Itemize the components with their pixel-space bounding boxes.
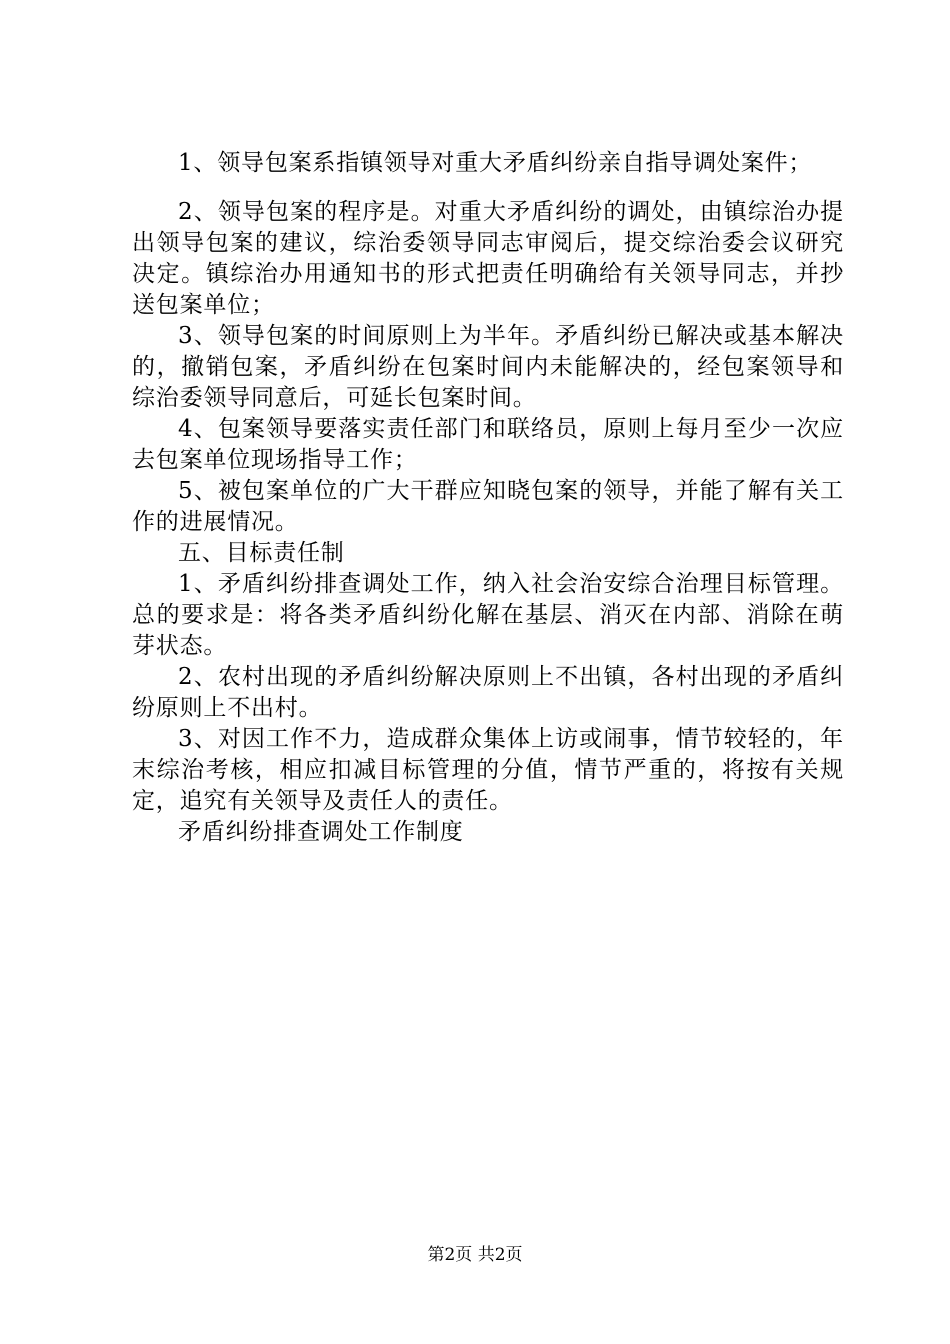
paragraph-leader-responsibility: 4、包案领导要落实责任部门和联络员，原则上每月至少一次应去包案单位现场指导工作； [132, 416, 844, 473]
paragraph-rural-disputes: 2、农村出现的矛盾纠纷解决原则上不出镇，各村出现的矛盾纠纷原则上不出村。 [132, 664, 844, 721]
paragraph-unit-awareness: 5、被包案单位的广大干群应知晓包案的领导，并能了解有关工作的进展情况。 [132, 478, 844, 535]
page-number-footer: 第2页 共2页 [427, 1245, 523, 1265]
paragraph-target-management: 1、矛盾纠纷排查调处工作，纳入社会治安综合治理目标管理。总的要求是：将各类矛盾纠纷化解在基层、消灭在内部、消除在萌芽状态。 [132, 571, 844, 659]
paragraph-accountability: 3、对因工作不力，造成群众集体上访或闹事，情节较轻的，年末综治考核，相应扣减目标管理的分值，情节严重的，将按有关规定，追究有关领导及责任人的责任。 [132, 726, 844, 814]
paragraph-leader-case-duration: 3、领导包案的时间原则上为半年。矛盾纠纷已解决或基本解决的，撤销包案，矛盾纠纷在包案时间内未能解决的，经包案领导和综治委领导同意后，可延长包案时间。 [132, 323, 844, 411]
section-heading-target-responsibility: 五、目标责任制 [178, 540, 345, 566]
document-body [132, 148, 844, 848]
paragraph-leader-case-procedure: 2、领导包案的程序是。对重大矛盾纠纷的调处，由镇综治办提出领导包案的建议，综治委领导同志审阅后，提交综治委会议研究决定。镇综治办用通知书的形式把责任明确给有关领导同志，并抄送包案单位； [132, 199, 844, 318]
paragraph-leader-case-definition: 1、领导包案系指镇领导对重大矛盾纠纷亲自指导调处案件； [178, 150, 813, 176]
document-closing-title: 矛盾纠纷排查调处工作制度 [178, 819, 464, 845]
